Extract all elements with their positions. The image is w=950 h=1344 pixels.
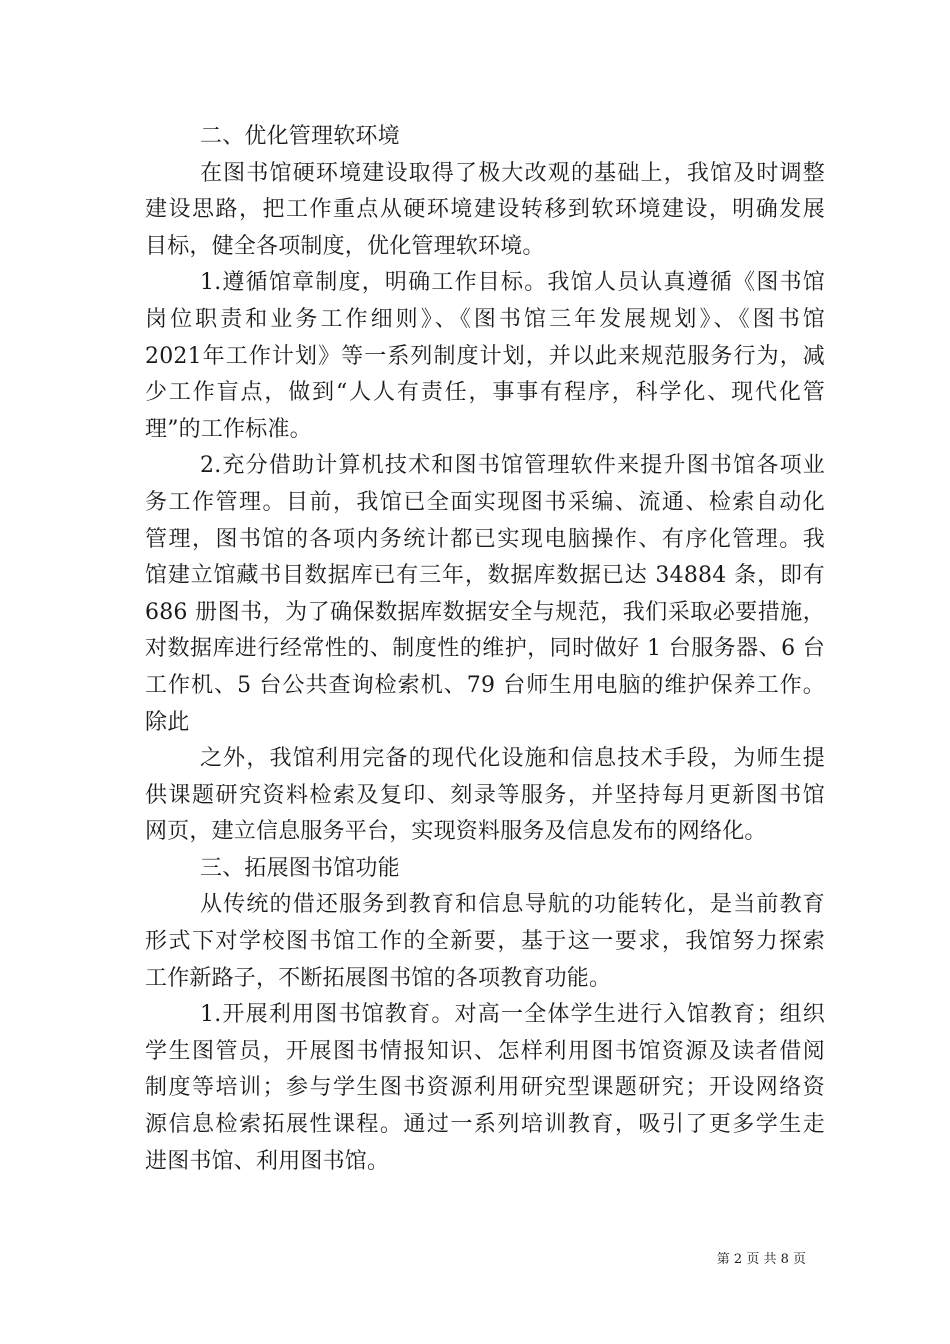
- paragraph-line: 制度等培训；参与学生图书资源利用研究型课题研究；开设网络资: [145, 1075, 825, 1101]
- paragraph-line: 理”的工作标准。: [145, 416, 312, 442]
- paragraph-line: 除此: [145, 709, 190, 735]
- paragraph-line: 少工作盲点，做到“人人有责任，事事有程序，科学化、现代化管: [145, 380, 825, 406]
- paragraph-line: 馆建立馆藏书目数据库已有三年，数据库数据已达 34884 条，即有: [145, 563, 825, 589]
- paragraph-line: 进图书馆、利用图书馆。: [145, 1148, 390, 1174]
- page-number: 第 2 页 共 8 页: [716, 1252, 806, 1267]
- paragraph-line: 2.充分借助计算机技术和图书馆管理软件来提升图书馆各项业: [200, 453, 825, 479]
- paragraph-line: 工作新路子，不断拓展图书馆的各项教育功能。: [145, 965, 612, 991]
- paragraph-line: 网页，建立信息服务平台，实现资料服务及信息发布的网络化。: [145, 819, 767, 845]
- paragraph-line: 1.遵循馆章制度，明确工作目标。我馆人员认真遵循《图书馆: [200, 270, 825, 296]
- paragraph-line: 供课题研究资料检索及复印、刻录等服务，并坚持每月更新图书馆: [145, 782, 825, 808]
- paragraph-line: 学生图管员，开展图书情报知识、怎样利用图书馆资源及读者借阅: [145, 1038, 825, 1064]
- paragraph-line: 从传统的借还服务到教育和信息导航的功能转化，是当前教育: [200, 892, 825, 918]
- section-heading: 三、拓展图书馆功能: [200, 855, 400, 881]
- paragraph-line: 对数据库进行经常性的、制度性的维护，同时做好 1 台服务器、6 台: [145, 636, 825, 662]
- paragraph-line: 管理，图书馆的各项内务统计都已实现电脑操作、有序化管理。我: [145, 526, 825, 552]
- paragraph-line: 686 册图书，为了确保数据库数据安全与规范，我们采取必要措施，: [145, 599, 825, 625]
- paragraph-line: 岗位职责和业务工作细则》、《图书馆三年发展规划》、《图书馆: [145, 306, 825, 332]
- paragraph-line: 2021年工作计划》等一系列制度计划，并以此来规范服务行为，减: [145, 343, 825, 369]
- paragraph-line: 建设思路，把工作重点从硬环境建设转移到软环境建设，明确发展: [145, 197, 825, 223]
- document-body: [145, 119, 825, 1180]
- paragraph-line: 工作机、5 台公共查询检索机、79 台师生用电脑的维护保养工作。: [145, 672, 825, 698]
- paragraph-line: 之外，我馆利用完备的现代化设施和信息技术手段，为师生提: [200, 746, 825, 772]
- section-heading: 二、优化管理软环境: [200, 124, 400, 149]
- paragraph-line: 源信息检索拓展性课程。通过一系列培训教育，吸引了更多学生走: [145, 1112, 825, 1138]
- paragraph-line: 形式下对学校图书馆工作的全新要，基于这一要求，我馆努力探索: [145, 929, 825, 955]
- paragraph-line: 目标，健全各项制度，优化管理软环境。: [145, 233, 545, 259]
- paragraph-line: 1.开展利用图书馆教育。对高一全体学生进行入馆教育；组织: [200, 1002, 825, 1028]
- paragraph-line: 在图书馆硬环境建设取得了极大改观的基础上，我馆及时调整: [200, 160, 825, 186]
- paragraph-line: 务工作管理。目前，我馆已全面实现图书采编、流通、检索自动化: [145, 489, 825, 515]
